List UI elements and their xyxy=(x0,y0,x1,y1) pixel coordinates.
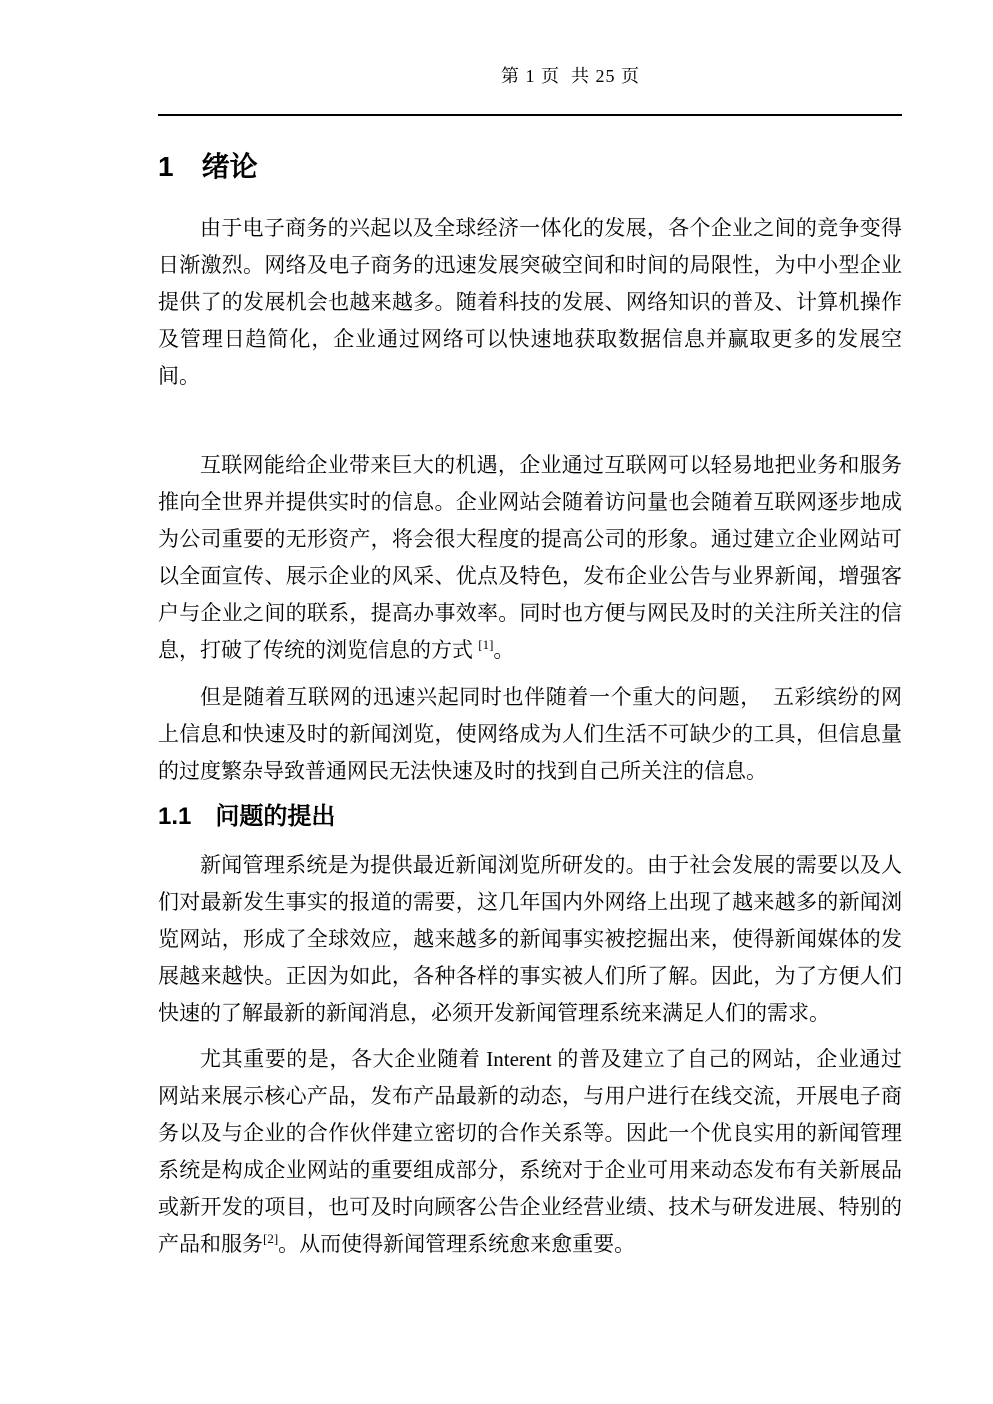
paragraph-information-overload: 但是随着互联网的迅速兴起同时也伴随着一个重大的问题， 五彩缤纷的网上信息和快速及时的新闻浏览，使网络成为人们生活不可缺少的工具，但信息量的过度繁杂导致普通网民无法快速及时的找到自己所关注的信息。 xyxy=(158,685,902,783)
citation-ref-2: [2] xyxy=(263,1231,279,1246)
document-content xyxy=(158,0,902,1263)
paragraph-enterprise-websites xyxy=(158,1041,902,1263)
paragraph-internet-opportunity-tail: 。 xyxy=(493,638,515,662)
paragraph-ecommerce-competition: 由于电子商务的兴起以及全球经济一体化的发展，各个企业之间的竞争变得日渐激烈。网络及电子商务的迅速发展突破空间和时间的局限性，为中小型企业提供了的发展机会也越来越多。随着科技的发展、网络知识的普及、计算机操作及管理日趋简化，企业通过网络可以快速地获取数据信息并赢取更多的发展空间。 xyxy=(158,216,902,388)
section-heading-introduction: 1 绪论 xyxy=(158,151,258,182)
blank-line-spacer xyxy=(158,395,902,447)
paragraph-news-system-need: 新闻管理系统是为提供最近新闻浏览所研发的。由于社会发展的需要以及人们对最新发生事实的报道的需要，这几年国内外网络上出现了越来越多的新闻浏览网站，形成了全球效应，越来越多的新闻事实被挖掘出来，使得新闻媒体的发展越来越快。正因为如此，各种各样的事实被人们所了解。因此，为了方便人们快速的了解最新的新闻消息，必须开发新闻管理系统来满足人们的需求。 xyxy=(158,853,902,1025)
paragraph-internet-opportunity xyxy=(158,447,902,669)
paragraph-internet-opportunity-text: 互联网能给企业带来巨大的机遇，企业通过互联网可以轻易地把业务和服务推向全世界并提供实时的信息。企业网站会随着访问量也会随着互联网逐步地成为公司重要的无形资产，将会很大程度的提高公司的形象。通过建立企业网站可以全面宣传、展示企业的风采、优点及特色，发布企业公告与业界新闻，增强客户与企业之间的联系，提高办事效率。同时也方便与网民及时的关注所关注的信息，打破了传统的浏览信息的方式 xyxy=(158,453,902,662)
paragraph-enterprise-websites-text: 尤其重要的是，各大企业随着 Interent 的普及建立了自己的网站，企业通过网站来展示核心产品，发布产品最新的动态，与用户进行在线交流，开展电子商务以及与企业的合作伙伴建立密切的合作关系等。因此一个优良实用的新闻管理系统是构成企业网站的重要组成部分，系统对于企业可用来动态发布有关新展品或新开发的项目，也可及时向顾客公告企业经营业绩、技术与研发进展、特别的产品和服务 xyxy=(158,1047,902,1256)
page-number-indicator: 第 1 页 共 25 页 xyxy=(501,66,640,86)
paragraph-enterprise-websites-tail: 。从而使得新闻管理系统愈来愈重要。 xyxy=(278,1232,636,1256)
citation-ref-1: [1] xyxy=(478,637,494,652)
section-heading-problem-statement: 1.1 问题的提出 xyxy=(158,803,336,830)
